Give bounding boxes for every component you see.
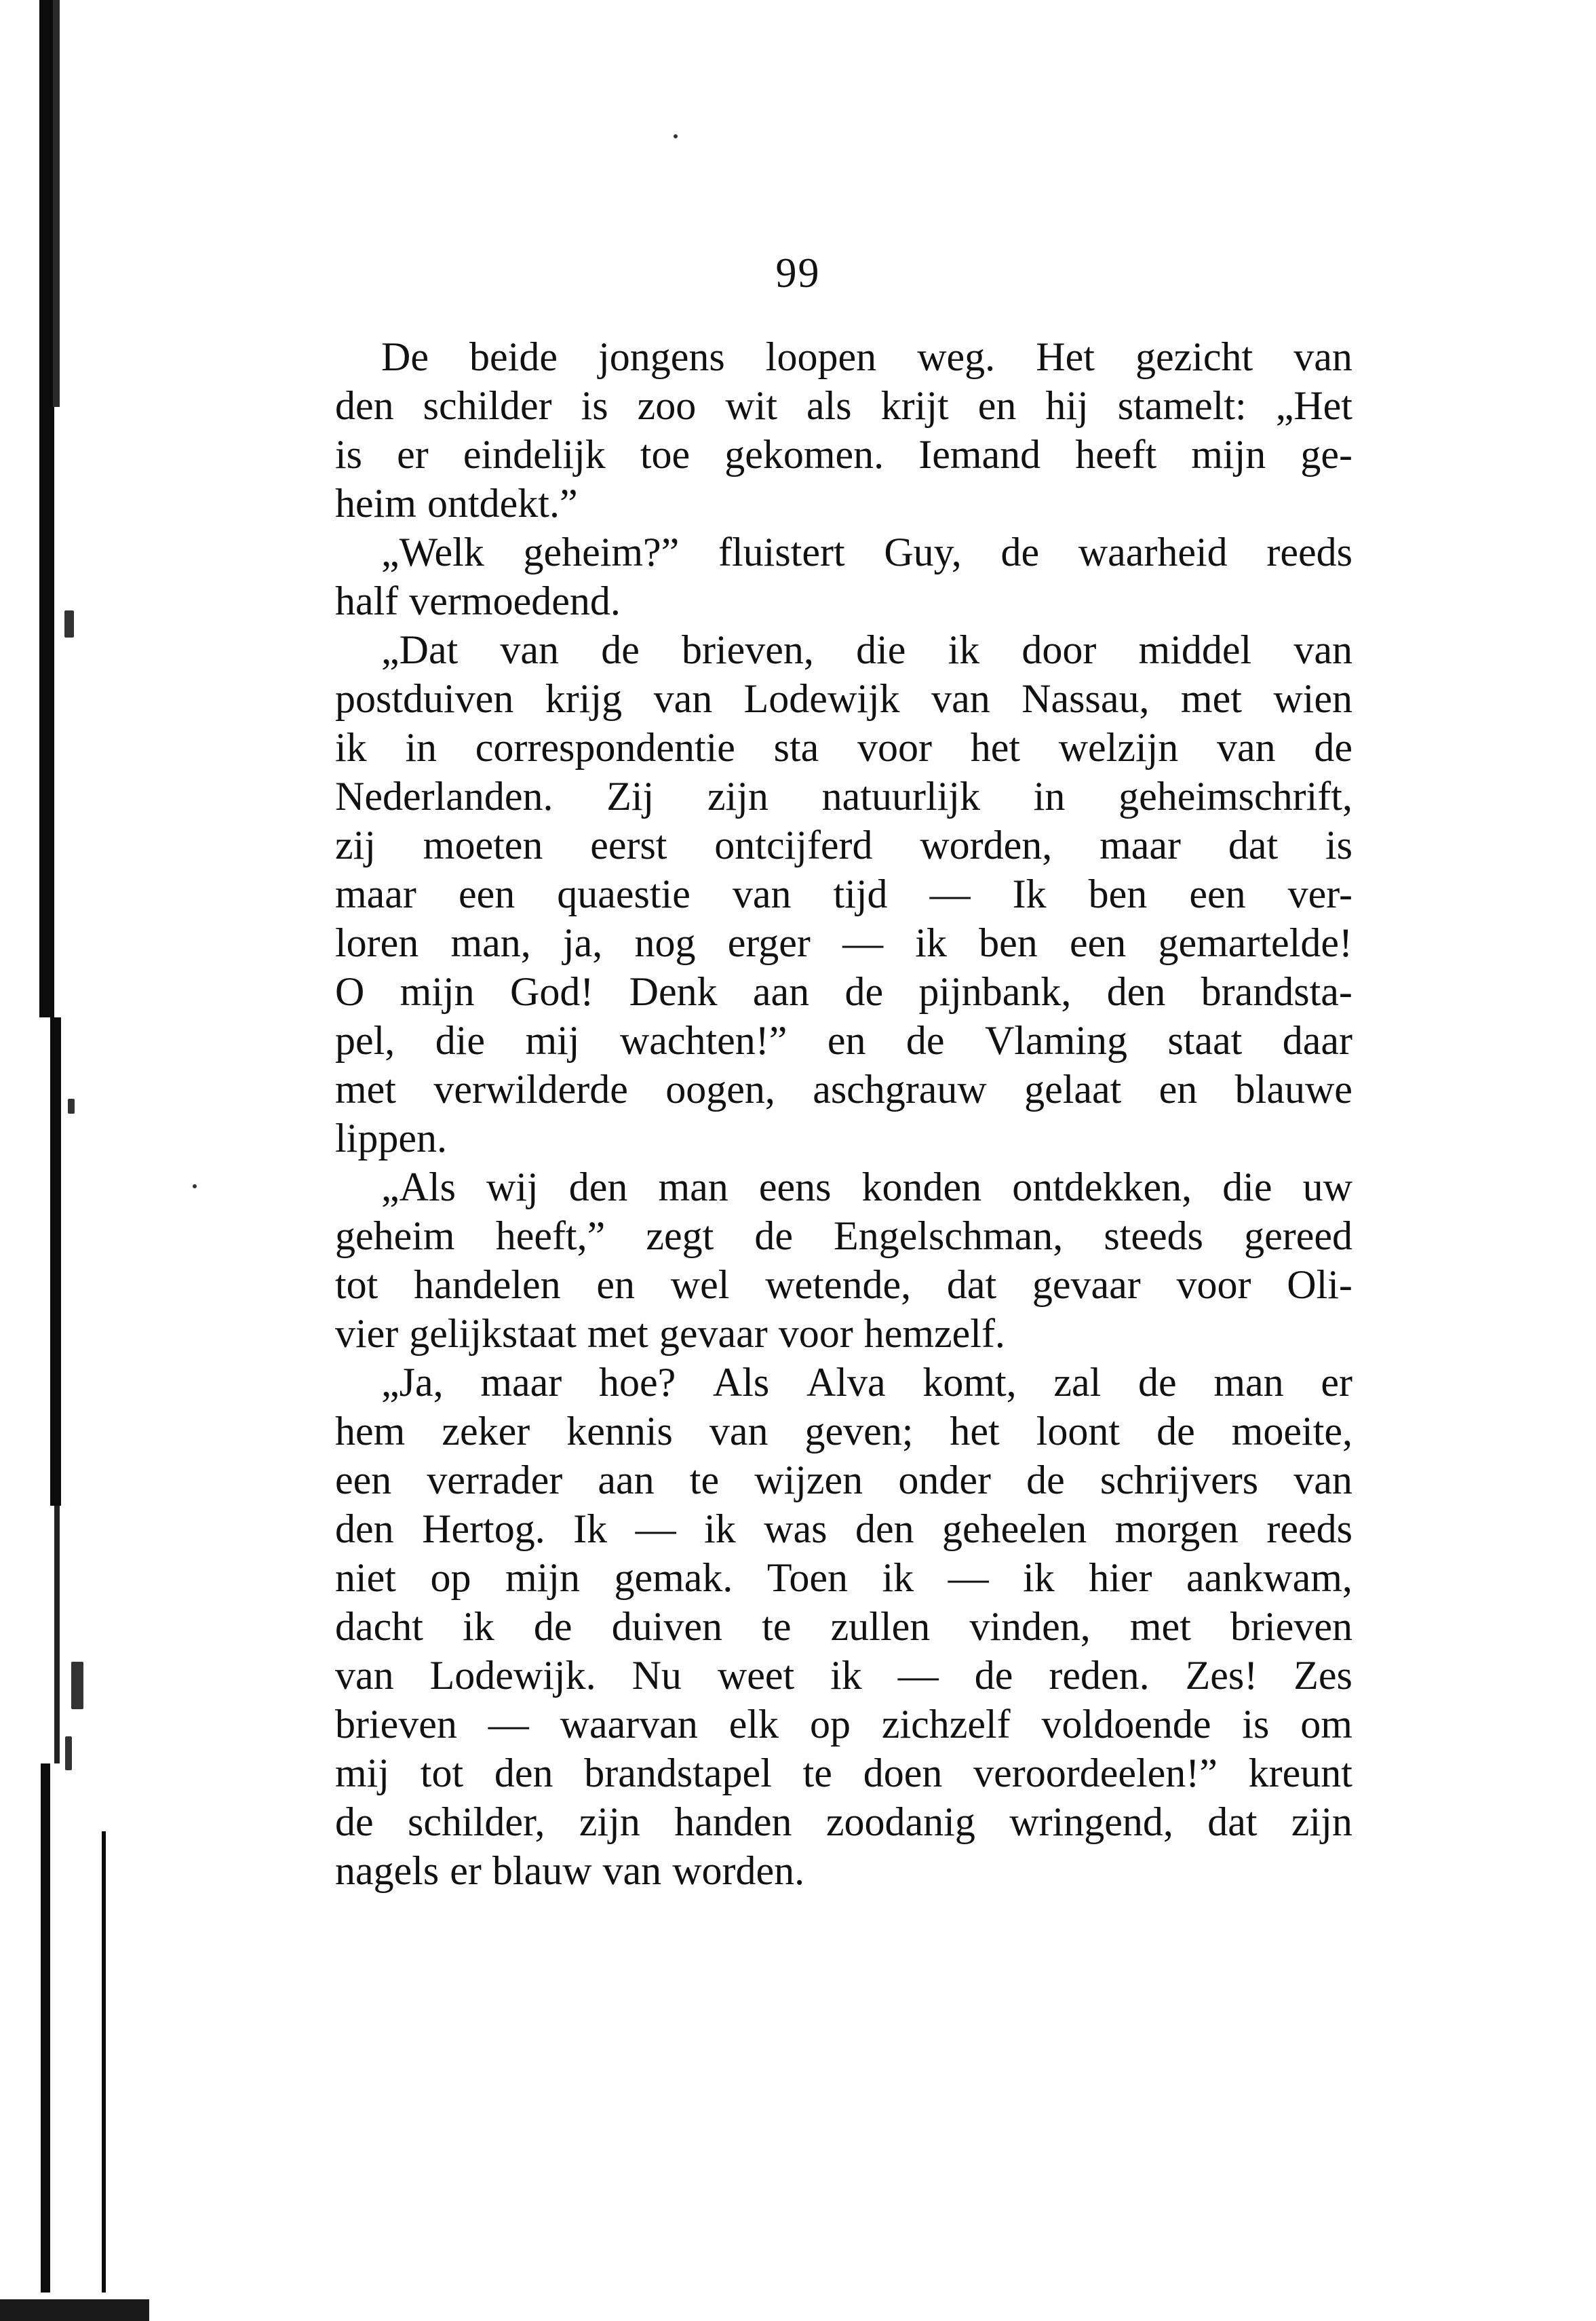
word: krijg xyxy=(545,676,623,721)
word: Het xyxy=(1036,334,1095,379)
word: hij xyxy=(1045,383,1089,428)
word: de xyxy=(906,1018,945,1063)
word: natuurlijk xyxy=(821,774,980,819)
word: gemak. xyxy=(614,1555,733,1600)
word: vermoedend. xyxy=(409,579,621,623)
word: middel xyxy=(1138,627,1252,672)
word: voldoende xyxy=(1041,1702,1211,1747)
word: man, xyxy=(450,920,531,965)
word: doen xyxy=(863,1751,943,1795)
word: die xyxy=(1222,1165,1272,1209)
word: gevaar xyxy=(659,1311,768,1356)
word: voor xyxy=(857,725,932,770)
word: en xyxy=(977,383,1017,428)
word: Nederlanden. xyxy=(335,774,553,819)
word: tijd xyxy=(833,872,888,916)
word: zal xyxy=(1053,1360,1102,1405)
word: ontdekt.” xyxy=(427,481,578,526)
word: die xyxy=(435,1018,486,1063)
word: de xyxy=(1138,1360,1177,1405)
word: schilder, xyxy=(408,1799,545,1844)
word: dacht xyxy=(335,1604,423,1649)
word: Guy, xyxy=(884,530,962,574)
word: beide xyxy=(469,334,558,379)
word: tot xyxy=(335,1262,378,1307)
word: „Ja, xyxy=(381,1360,444,1405)
word: Ik xyxy=(1012,872,1047,916)
word: er xyxy=(397,432,429,477)
word: Zes! xyxy=(1185,1653,1258,1698)
word: van xyxy=(709,1409,768,1454)
word: gereed xyxy=(1244,1213,1352,1258)
word: ik xyxy=(882,1555,914,1600)
word: Zij xyxy=(606,774,655,819)
word: zoo xyxy=(637,383,697,428)
word: wien xyxy=(1273,676,1352,721)
word: daar xyxy=(1282,1018,1352,1063)
word: Hertog. xyxy=(422,1506,545,1551)
word: de xyxy=(601,627,640,672)
word: den xyxy=(568,1165,628,1209)
word: de xyxy=(1000,530,1040,574)
word: reeds xyxy=(1266,1506,1352,1551)
word: wij xyxy=(486,1165,539,1209)
word: waarvan xyxy=(560,1702,698,1747)
word: lippen. xyxy=(335,1116,447,1160)
word: zegt xyxy=(646,1213,714,1258)
word: worden, xyxy=(920,823,1053,867)
word: er xyxy=(450,1848,482,1893)
word: toe xyxy=(640,432,690,477)
word: Lodewijk. xyxy=(429,1653,596,1698)
word: ontdekken, xyxy=(1012,1165,1192,1209)
word: — xyxy=(929,872,971,916)
word: zichzelf xyxy=(881,1702,1011,1747)
word: kennis xyxy=(566,1409,673,1454)
word: aan xyxy=(752,969,810,1014)
word: — xyxy=(488,1702,529,1747)
word: dat xyxy=(946,1262,997,1307)
word: van xyxy=(1293,1458,1352,1502)
word: maar xyxy=(335,872,416,916)
word: veroordeelen!” xyxy=(973,1751,1218,1795)
word: op xyxy=(809,1702,851,1747)
text-line xyxy=(335,1456,1352,1504)
word: duiven xyxy=(611,1604,723,1649)
word: geheim?” xyxy=(523,530,680,574)
word: de xyxy=(1156,1409,1195,1454)
word: het xyxy=(950,1409,1000,1454)
word: pel, xyxy=(335,1018,395,1063)
word: een xyxy=(1069,920,1127,965)
word: als xyxy=(806,383,852,428)
word: op xyxy=(430,1555,471,1600)
word: hier xyxy=(1089,1555,1152,1600)
word: zijn xyxy=(707,774,768,819)
word: geheimschrift, xyxy=(1118,774,1352,819)
text-line xyxy=(335,1260,1352,1309)
text-line xyxy=(335,1651,1352,1700)
text-line xyxy=(335,821,1352,870)
word: vier xyxy=(335,1311,399,1356)
word: gelijkstaat xyxy=(409,1311,577,1356)
scan-gutter-shadow xyxy=(0,0,95,2321)
word: verrader xyxy=(427,1458,563,1502)
word: geven; xyxy=(804,1409,914,1454)
word: een xyxy=(458,872,515,916)
word: loren xyxy=(335,920,419,965)
word: en xyxy=(827,1018,866,1063)
word: heim xyxy=(335,481,416,526)
word: wachten!” xyxy=(619,1018,787,1063)
word: elk xyxy=(728,1702,779,1747)
word: reeds xyxy=(1266,530,1352,574)
word: de xyxy=(974,1653,1013,1698)
text-line xyxy=(335,577,1352,625)
word: eens xyxy=(758,1165,832,1209)
word: te xyxy=(689,1458,720,1502)
word: weet xyxy=(717,1653,795,1698)
word: een xyxy=(335,1458,392,1502)
word: „Dat xyxy=(381,627,459,672)
word: en xyxy=(1159,1067,1198,1112)
word: nagels xyxy=(335,1848,440,1893)
word: staat xyxy=(1167,1018,1243,1063)
text-line xyxy=(335,332,1352,381)
text-line xyxy=(335,1602,1352,1651)
word: Lodewijk xyxy=(743,676,900,721)
word: komt, xyxy=(922,1360,1017,1405)
word: met xyxy=(1180,676,1242,721)
word: brandsta- xyxy=(1201,969,1352,1014)
word: is xyxy=(1325,823,1352,867)
word: zijn xyxy=(1291,1799,1352,1844)
stray-mark xyxy=(674,134,678,138)
word: half xyxy=(335,579,399,623)
word: wringend, xyxy=(1009,1799,1173,1844)
word: gelaat xyxy=(1024,1067,1122,1112)
text-line xyxy=(335,381,1352,430)
word: blauwe xyxy=(1234,1067,1352,1112)
word: gevaar xyxy=(1032,1262,1141,1307)
word: het xyxy=(970,725,1020,770)
word: de xyxy=(844,969,884,1014)
word: pijnbank, xyxy=(918,969,1072,1014)
text-line xyxy=(335,1114,1352,1163)
word: van xyxy=(1293,334,1352,379)
word: schilder xyxy=(423,383,552,428)
word: — xyxy=(635,1506,676,1551)
word: is xyxy=(1242,1702,1270,1747)
word: voor xyxy=(778,1311,853,1356)
word: den xyxy=(335,1506,394,1551)
word: gemartelde! xyxy=(1158,920,1352,965)
word: tot xyxy=(420,1751,464,1795)
word: zeker xyxy=(442,1409,530,1454)
word: wijzen xyxy=(754,1458,863,1502)
word: „Het xyxy=(1275,383,1352,428)
word: vinden, xyxy=(969,1604,1091,1649)
text-line xyxy=(335,1797,1352,1846)
word: maar xyxy=(1099,823,1182,867)
word: de xyxy=(1314,725,1352,770)
word: hem xyxy=(335,1409,406,1454)
word: door xyxy=(1021,627,1097,672)
word: Zes xyxy=(1293,1653,1352,1698)
word: verwilderde xyxy=(433,1067,628,1112)
word: ik xyxy=(335,725,367,770)
word: de xyxy=(335,1799,374,1844)
word: hoe? xyxy=(598,1360,676,1405)
word: de xyxy=(533,1604,572,1649)
word: van xyxy=(653,676,713,721)
text-line xyxy=(335,1407,1352,1456)
word: quaestie xyxy=(557,872,690,916)
word: zullen xyxy=(830,1604,931,1649)
stray-mark xyxy=(193,1184,197,1188)
word: ben xyxy=(979,920,1038,965)
word: mij xyxy=(335,1751,390,1795)
word: Als xyxy=(712,1360,770,1405)
word: zij xyxy=(335,823,376,867)
word: geheelen xyxy=(942,1506,1087,1551)
page-number: 99 xyxy=(775,250,821,296)
text-line xyxy=(335,674,1352,723)
word: steeds xyxy=(1104,1213,1203,1258)
word: ik xyxy=(704,1506,736,1551)
word: was xyxy=(764,1506,828,1551)
word: ik xyxy=(463,1604,494,1649)
word: van xyxy=(1217,725,1276,770)
word: sta xyxy=(773,725,819,770)
word: de xyxy=(754,1213,793,1258)
word: Nu xyxy=(631,1653,682,1698)
word: aschgrauw xyxy=(813,1067,987,1112)
word: correspondentie xyxy=(475,725,735,770)
word: oogen, xyxy=(665,1067,775,1112)
word: gezicht xyxy=(1135,334,1253,379)
word: De xyxy=(381,334,429,379)
text-line xyxy=(335,918,1352,967)
text-line xyxy=(335,1065,1352,1114)
word: de xyxy=(1026,1458,1065,1502)
word: worden. xyxy=(672,1848,805,1893)
word: van xyxy=(602,1848,662,1893)
word: reden. xyxy=(1049,1653,1150,1698)
word: te xyxy=(802,1751,832,1795)
word: postduiven xyxy=(335,676,514,721)
word: met xyxy=(1129,1604,1191,1649)
word: heeft xyxy=(1075,432,1157,477)
word: Toen xyxy=(766,1555,848,1600)
word: waarheid xyxy=(1078,530,1228,574)
word: van xyxy=(931,676,990,721)
word: aankwam, xyxy=(1186,1555,1352,1600)
word: is xyxy=(335,432,363,477)
word: wit xyxy=(725,383,777,428)
word: Iemand xyxy=(918,432,1041,477)
text-line xyxy=(335,1700,1352,1749)
word: moeite, xyxy=(1231,1409,1352,1454)
word: den xyxy=(494,1751,553,1795)
word: een xyxy=(1189,872,1246,916)
word: heeft,” xyxy=(495,1213,606,1258)
word: ik xyxy=(1023,1555,1055,1600)
word: er xyxy=(1321,1360,1352,1405)
text-line xyxy=(335,528,1352,577)
word: ik xyxy=(948,627,980,672)
word: ontcijferd xyxy=(714,823,873,867)
text-line xyxy=(335,772,1352,821)
word: man xyxy=(658,1165,728,1209)
word: God! xyxy=(509,969,594,1014)
word: te xyxy=(762,1604,792,1649)
text-line xyxy=(335,723,1352,772)
word: — xyxy=(842,920,884,965)
word: welzijn xyxy=(1058,725,1179,770)
word: ja, xyxy=(563,920,603,965)
word: dat xyxy=(1207,1799,1258,1844)
word: loont xyxy=(1036,1409,1121,1454)
word: „Als xyxy=(381,1165,456,1209)
text-line xyxy=(335,430,1352,479)
text-line xyxy=(335,1504,1352,1553)
word: jongens xyxy=(598,334,725,379)
word: wetende, xyxy=(765,1262,912,1307)
word: met xyxy=(587,1311,648,1356)
word: Denk xyxy=(629,969,718,1014)
word: fluistert xyxy=(718,530,845,574)
word: brandstapel xyxy=(584,1751,772,1795)
text-line xyxy=(335,479,1352,528)
text-line xyxy=(335,1553,1352,1602)
word: kreunt xyxy=(1248,1751,1352,1795)
word: van xyxy=(335,1653,394,1698)
word: in xyxy=(405,725,437,770)
word: hemzelf. xyxy=(863,1311,1005,1356)
word: erger xyxy=(727,920,811,965)
word: wel xyxy=(670,1262,730,1307)
word: — xyxy=(897,1653,939,1698)
word: ben xyxy=(1088,872,1148,916)
word: en xyxy=(596,1262,636,1307)
word: den xyxy=(335,383,394,428)
word: eindelijk xyxy=(463,432,606,477)
word: van xyxy=(1293,627,1352,672)
text-line xyxy=(335,1749,1352,1797)
word: mij xyxy=(525,1018,580,1063)
word: Vlaming xyxy=(984,1018,1127,1063)
word: handelen xyxy=(414,1262,561,1307)
word: — xyxy=(948,1555,989,1600)
text-line xyxy=(335,1211,1352,1260)
word: ik xyxy=(830,1653,862,1698)
word: zoodanig xyxy=(825,1799,975,1844)
word: brieven, xyxy=(682,627,814,672)
word: Engelschman, xyxy=(834,1213,1064,1258)
text-line xyxy=(335,1016,1352,1065)
word: man xyxy=(1213,1360,1284,1405)
word: uw xyxy=(1302,1165,1352,1209)
word: weg. xyxy=(917,334,996,379)
word: nog xyxy=(634,920,696,965)
text-line xyxy=(335,625,1352,674)
word: van xyxy=(732,872,792,916)
word: mijn xyxy=(505,1555,580,1600)
word: ver- xyxy=(1287,872,1352,916)
word: krijt xyxy=(880,383,949,428)
word: morgen xyxy=(1114,1506,1239,1551)
word: ik xyxy=(915,920,947,965)
word: Ik xyxy=(573,1506,608,1551)
word: gekomen. xyxy=(724,432,884,477)
word: stamelt: xyxy=(1117,383,1247,428)
word: brieven xyxy=(1230,1604,1352,1649)
word: onder xyxy=(898,1458,991,1502)
word: dat xyxy=(1228,823,1279,867)
text-line xyxy=(335,967,1352,1016)
text-line xyxy=(335,1846,1352,1895)
word: handen xyxy=(674,1799,792,1844)
word: in xyxy=(1033,774,1066,819)
word: brieven xyxy=(335,1702,457,1747)
word: om xyxy=(1300,1702,1352,1747)
text-line xyxy=(335,1309,1352,1358)
word: ge- xyxy=(1300,432,1352,477)
word: zijn xyxy=(579,1799,640,1844)
word: den xyxy=(1106,969,1166,1014)
text-line xyxy=(335,1358,1352,1407)
word: Oli- xyxy=(1287,1262,1352,1307)
word: schrijvers xyxy=(1099,1458,1259,1502)
word: blauw xyxy=(492,1848,592,1893)
body-text xyxy=(335,332,1352,1895)
word: met xyxy=(335,1067,396,1112)
text-line xyxy=(335,1163,1352,1211)
word: Alva xyxy=(806,1360,886,1405)
word: is xyxy=(581,383,608,428)
word: geheim xyxy=(335,1213,455,1258)
word: van xyxy=(500,627,560,672)
word: voor xyxy=(1176,1262,1251,1307)
word: loopen xyxy=(765,334,877,379)
word: aan xyxy=(598,1458,655,1502)
word: maar xyxy=(480,1360,562,1405)
word: O xyxy=(335,969,365,1014)
word: mijn xyxy=(400,969,475,1014)
text-line xyxy=(335,870,1352,918)
word: mijn xyxy=(1191,432,1266,477)
word: die xyxy=(856,627,906,672)
word: konden xyxy=(861,1165,982,1209)
word: moeten xyxy=(423,823,543,867)
word: niet xyxy=(335,1555,396,1600)
word: „Welk xyxy=(381,530,484,574)
word: eerst xyxy=(590,823,667,867)
word: Nassau, xyxy=(1021,676,1150,721)
word: den xyxy=(855,1506,914,1551)
